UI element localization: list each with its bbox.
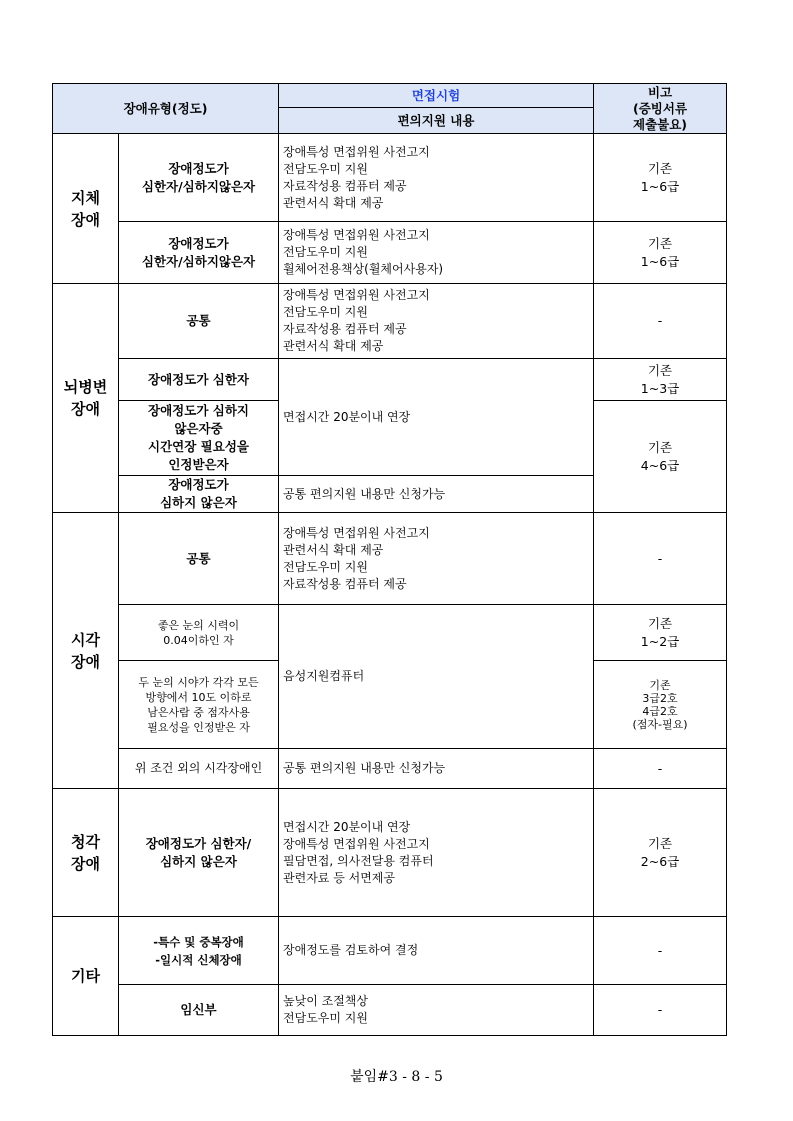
brain-note-common: - [594, 284, 727, 359]
other-note-special: - [594, 917, 727, 985]
header-exam: 면접시험 [279, 84, 594, 108]
other-content-pregnant: 높낮이 조절책상 전담도우미 지원 [279, 985, 594, 1036]
brain-sub-mild-extension: 장애정도가 심하지 않은자중 시간연장 필요성을 인정받은자 [119, 401, 279, 476]
visual-sub-field: 두 눈의 시야가 각각 모든 방향에서 10도 이하로 남은사람 중 점자사용 필요성을 인정받은 자 [119, 661, 279, 749]
visual-note-common: - [594, 513, 727, 605]
header-note: 비고 (증빙서류 제출불요) [594, 84, 727, 134]
category-visual: 시각 장애 [53, 513, 119, 789]
brain-note-mild: 기존 4~6급 [594, 401, 727, 513]
hearing-sub: 장애정도가 심한자/ 심하지 않은자 [119, 789, 279, 917]
visual-note-other: - [594, 749, 727, 789]
hearing-note: 기존 2~6급 [594, 789, 727, 917]
physical-content-1: 장애특성 면접위원 사전고지 전담도우미 지원 자료작성용 컴퓨터 제공 관련서식 확대 제공 [279, 134, 594, 222]
visual-sub-common: 공통 [119, 513, 279, 605]
brain-content-mild: 공통 편의지원 내용만 신청가능 [279, 476, 594, 513]
category-physical: 지체 장애 [53, 134, 119, 284]
brain-sub-severe: 장애정도가 심한자 [119, 359, 279, 401]
accommodation-table [52, 83, 727, 1036]
physical-sub-2: 장애정도가 심한자/심하지않은자 [119, 222, 279, 284]
other-sub-pregnant: 임신부 [119, 985, 279, 1036]
visual-content-common: 장애특성 면접위원 사전고지 관련서식 확대 제공 전담도우미 지원 자료작성용 컴퓨터 제공 [279, 513, 594, 605]
physical-note-1: 기존 1~6급 [594, 134, 727, 222]
visual-sub-other: 위 조건 외의 시각장애인 [119, 749, 279, 789]
other-content-special: 장애정도를 검토하여 결정 [279, 917, 594, 985]
brain-content-extend: 면접시간 20분이내 연장 [279, 359, 594, 476]
other-sub-special: -특수 및 중복장애 -일시적 신체장애 [119, 917, 279, 985]
category-brain: 뇌병변 장애 [53, 284, 119, 513]
visual-note-acuity: 기존 1~2급 [594, 605, 727, 661]
hearing-content: 면접시간 20분이내 연장 장애특성 면접위원 사전고지 필담면접, 의사전달용 컴퓨터 관련자료 등 서면제공 [279, 789, 594, 917]
physical-content-2: 장애특성 면접위원 사전고지 전담도우미 지원 휠체어전용책상(휠체어사용자) [279, 222, 594, 284]
page-footer: 붙임#3 - 8 - 5 [350, 1069, 443, 1085]
visual-note-field: 기존 3급2호 4급2호 (점자-필요) [594, 661, 727, 749]
physical-note-2: 기존 1~6급 [594, 222, 727, 284]
header-content: 편의지원 내용 [279, 108, 594, 134]
other-note-pregnant: - [594, 985, 727, 1036]
visual-content-other: 공통 편의지원 내용만 신청가능 [279, 749, 594, 789]
brain-content-common: 장애특성 면접위원 사전고지 전담도우미 지원 자료작성용 컴퓨터 제공 관련서식 확대 제공 [279, 284, 594, 359]
brain-sub-common: 공통 [119, 284, 279, 359]
visual-sub-acuity: 좋은 눈의 시력이 0.04이하인 자 [119, 605, 279, 661]
header-type: 장애유형(정도) [53, 84, 279, 134]
category-other: 기타 [53, 917, 119, 1036]
brain-sub-mild: 장애정도가 심하지 않은자 [119, 476, 279, 513]
physical-sub-1: 장애정도가 심한자/심하지않은자 [119, 134, 279, 222]
visual-content-voice-pc: 음성지원컴퓨터 [279, 605, 594, 749]
brain-note-severe: 기존 1~3급 [594, 359, 727, 401]
category-hearing: 청각 장애 [53, 789, 119, 917]
